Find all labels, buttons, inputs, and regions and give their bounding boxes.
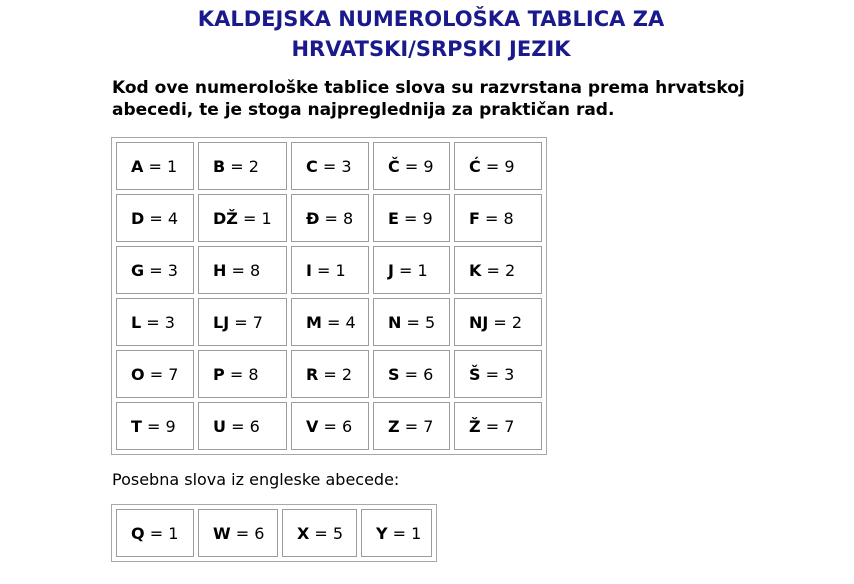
numeric-value: 4 [167,208,179,228]
letter-value-cell: V = 6 [291,402,369,450]
table-row [116,298,542,346]
letter: Ž [469,416,481,436]
croatian-numerology-table-body [116,142,542,450]
numeric-value: 1 [168,523,179,543]
letter: A [131,156,144,176]
numeric-value: 1 [166,156,178,176]
letter: Z [388,416,400,436]
table-row [116,246,542,294]
english-extra-letters-table [111,504,437,562]
numeric-value: 2 [341,364,353,384]
page-title [0,4,854,64]
letter-value-cell: F = 8 [454,194,542,242]
letter: X [297,523,310,543]
numeric-value: 1 [417,260,428,280]
letter: D [131,208,145,228]
english-extra-letters-table-body [116,509,432,557]
table-row [116,194,542,242]
letter-value-cell: C = 3 [291,142,369,190]
numeric-value: 9 [422,208,433,228]
table-row [116,509,432,557]
numeric-value: 2 [511,312,523,332]
numeric-value: 6 [254,523,265,543]
letter-value-cell: N = 5 [373,298,450,346]
letter: N [388,312,402,332]
letter: V [306,416,319,436]
numeric-value: 8 [248,364,259,384]
letter: F [469,208,480,228]
intro-line-1: Kod ove numerološke tablice slova su razvrstana prema hrvatskoj [112,78,745,98]
table-row [116,142,542,190]
letter-value-cell: W = 6 [198,509,278,557]
numeric-value: 8 [503,208,514,228]
letter-value-cell: T = 9 [116,402,194,450]
letter-value-cell: LJ = 7 [198,298,287,346]
numeric-value: 3 [167,260,178,280]
letter: T [131,416,142,436]
numeric-value: 2 [504,260,516,280]
letter-value-cell: M = 4 [291,298,369,346]
croatian-numerology-table [111,137,547,455]
numeric-value: 8 [342,208,354,228]
numeric-value: 1 [335,260,346,280]
letter: B [213,156,226,176]
letter: LJ [213,312,230,332]
numeric-value: 1 [411,523,422,543]
letter-value-cell: U = 6 [198,402,287,450]
letter: O [131,364,145,384]
numeric-value: 7 [504,416,515,436]
numeric-value: 7 [168,364,179,384]
letter-value-cell: J = 1 [373,246,450,294]
letter-value-cell: H = 8 [198,246,287,294]
letter-value-cell: DŽ = 1 [198,194,287,242]
letter: C [306,156,318,176]
letter-value-cell: Y = 1 [361,509,432,557]
letter: NJ [469,312,489,332]
table-row [116,402,542,450]
numeric-value: 3 [504,364,515,384]
numeric-value: 6 [249,416,260,436]
letter-value-cell: Č = 9 [373,142,450,190]
letter: M [306,312,322,332]
numeric-value: 5 [424,312,436,332]
numeric-value: 7 [423,416,434,436]
numeric-value: 3 [164,312,175,332]
numeric-value: 9 [165,416,176,436]
letter: R [306,364,319,384]
letter-value-cell: L = 3 [116,298,194,346]
letter-value-cell: B = 2 [198,142,287,190]
letter-value-cell: R = 2 [291,350,369,398]
letter-value-cell: A = 1 [116,142,194,190]
letter: S [388,364,400,384]
extra-letters-heading: Posebna slova iz engleske abecede: [112,470,400,489]
letter: L [131,312,142,332]
letter: J [388,260,394,280]
letter-value-cell: G = 3 [116,246,194,294]
letter: H [213,260,227,280]
numeric-value: 6 [423,364,434,384]
letter-value-cell: E = 9 [373,194,450,242]
letter-value-cell: NJ = 2 [454,298,542,346]
letter: U [213,416,226,436]
intro-line-2: abecedi, te je stoga najpreglednija za praktičan rad. [112,100,615,120]
numeric-value: 5 [332,523,344,543]
page-title-line-2: HRVATSKI/SRPSKI JEZIK [291,37,571,61]
letter-value-cell: X = 5 [282,509,357,557]
page-title-line-1: KALDEJSKA NUMEROLOŠKA TABLICA ZA [197,7,665,31]
letter-value-cell: Ž = 7 [454,402,542,450]
letter: I [306,260,312,280]
letter: Ć [469,156,481,176]
numeric-value: 1 [261,208,272,228]
numeric-value: 2 [248,156,259,176]
numeric-value: 9 [504,156,515,176]
letter-value-cell: Q = 1 [116,509,194,557]
letter-value-cell: O = 7 [116,350,194,398]
letter-value-cell: Đ = 8 [291,194,369,242]
letter: Đ [306,208,320,228]
table-row [116,350,542,398]
letter: Š [469,364,481,384]
letter-value-cell: S = 6 [373,350,450,398]
letter: Č [388,156,400,176]
numeric-value: 7 [252,312,263,332]
numeric-value: 9 [423,156,434,176]
letter: Y [376,523,388,543]
letter: Q [131,523,145,543]
letter-value-cell: Š = 3 [454,350,542,398]
letter: G [131,260,145,280]
letter-value-cell: Ć = 9 [454,142,542,190]
letter-value-cell: P = 8 [198,350,287,398]
letter-value-cell: D = 4 [116,194,194,242]
intro-paragraph [112,77,752,121]
letter: E [388,208,399,228]
letter: W [213,523,231,543]
letter: K [469,260,482,280]
numeric-value: 4 [345,312,356,332]
numeric-value: 6 [341,416,353,436]
letter: P [213,364,225,384]
letter-value-cell: I = 1 [291,246,369,294]
letter-value-cell: K = 2 [454,246,542,294]
numeric-value: 8 [249,260,261,280]
numeric-value: 3 [341,156,352,176]
letter: DŽ [213,208,238,228]
letter-value-cell: Z = 7 [373,402,450,450]
